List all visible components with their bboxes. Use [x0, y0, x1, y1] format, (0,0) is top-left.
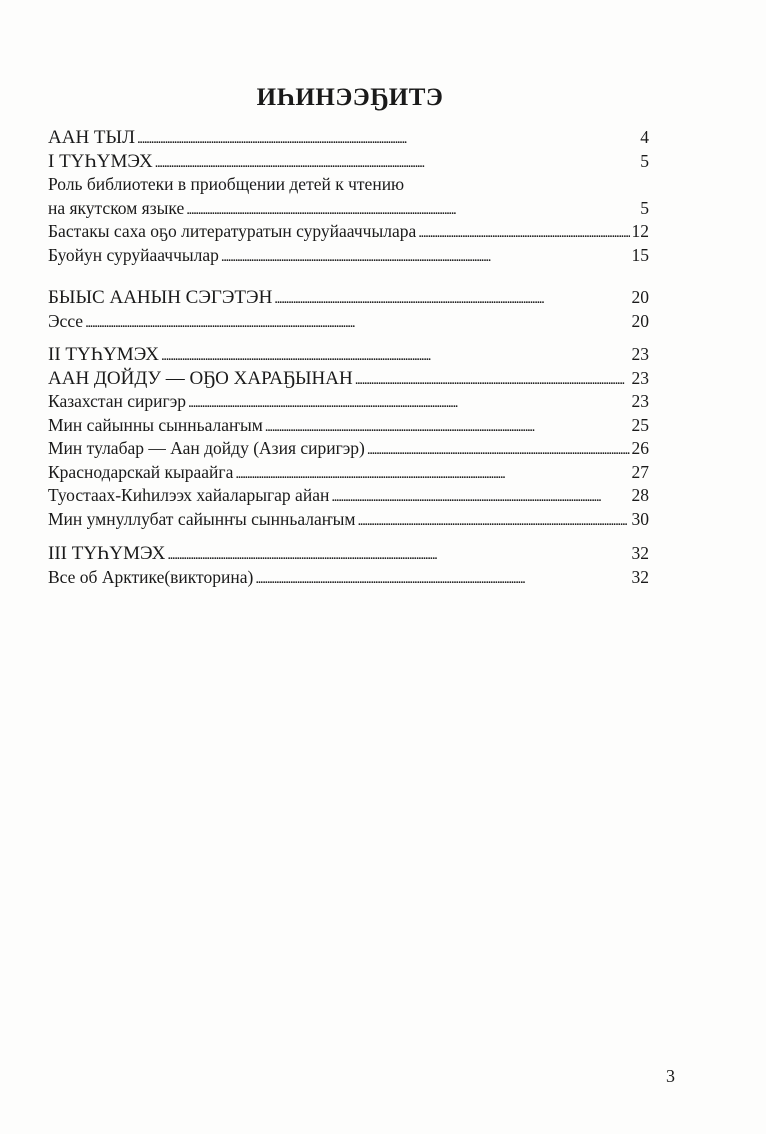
- toc-entry-title: I ТҮҺҮМЭХ: [48, 150, 153, 172]
- toc-group: [48, 286, 649, 333]
- dot-leader: [137, 128, 638, 152]
- toc-entry-page: 28: [631, 485, 649, 505]
- toc-entry: [48, 367, 649, 391]
- toc-entry-title: ААН ДОЙДУ — ОҔО ХАРАҔЫНАН: [48, 367, 353, 389]
- toc-entry: [48, 197, 649, 221]
- toc-entry-title: Казахстан сиригэр: [48, 391, 186, 411]
- toc-entry-title: Краснодарскай кыраайга: [48, 461, 234, 482]
- dot-leader: [186, 199, 638, 223]
- toc-entry-title: Мин умнуллубат сайынҥы сынньалаҥым: [48, 508, 356, 529]
- toc-entry-page: 23: [631, 344, 649, 364]
- toc-entry-title: III ТҮҺҮМЭХ: [48, 543, 166, 564]
- toc-entry-title: Все об Арктике(викторина): [48, 566, 254, 587]
- toc-entry-page: 32: [631, 543, 649, 563]
- toc-entry-title: ААН ТЫЛ: [48, 127, 135, 148]
- dot-leader: [85, 312, 629, 336]
- toc-entry-title: Эссе: [48, 310, 84, 331]
- dot-leader: [188, 392, 630, 416]
- dot-leader: [167, 544, 629, 568]
- toc-entry-title: II ТҮҺҮМЭХ: [48, 344, 159, 365]
- toc-entry-page: 15: [631, 244, 649, 265]
- dot-leader: [155, 152, 639, 176]
- toc-entry-title: Бастакы саха оҕо литературатын суруйааччылара: [48, 221, 417, 241]
- toc-entry: [48, 244, 649, 268]
- dot-leader: [358, 510, 630, 534]
- toc-entry: [48, 286, 649, 310]
- toc-entry-page: 4: [640, 127, 649, 147]
- toc-entry-title: Роль библиотеки в приобщении детей к чтению: [48, 174, 405, 194]
- toc-entry: [48, 343, 649, 367]
- toc-entry-page: 30: [631, 508, 649, 529]
- toc-entry-page: 23: [631, 391, 649, 411]
- dot-leader: [235, 463, 629, 487]
- toc-entry: [48, 461, 649, 485]
- toc-entry-page: 23: [631, 367, 649, 388]
- dot-leader: [161, 345, 630, 369]
- dot-leader: [418, 222, 629, 246]
- toc-entry: [48, 484, 649, 508]
- toc-entry-page: 32: [631, 566, 649, 587]
- toc-entry-title: Буойун суруйааччылар: [48, 244, 219, 265]
- toc-entry: [48, 542, 649, 566]
- dot-leader: [331, 486, 629, 510]
- toc-entry-title: Туостаах-Киһилээх хайаларыгар айан: [48, 485, 330, 505]
- toc-entry: [48, 390, 649, 414]
- toc-entry: [48, 126, 649, 150]
- dot-leader: [367, 439, 630, 463]
- page-title: ИҺИНЭЭҔИТЭ: [256, 84, 444, 111]
- toc-entry: [48, 220, 649, 244]
- toc-entry-page: 25: [631, 414, 649, 435]
- toc-entry-page: 20: [631, 287, 649, 307]
- dot-leader: [355, 369, 630, 393]
- toc-entry-title: БЫЫС ААНЫН СЭГЭТЭН: [48, 287, 273, 308]
- toc-entry-page: 5: [640, 197, 649, 218]
- toc-entry: [48, 508, 649, 532]
- toc-entry: [48, 150, 649, 174]
- toc-entry: [48, 310, 649, 334]
- toc-entry: [48, 173, 649, 197]
- toc-entry: [48, 437, 649, 461]
- toc-entry-page: 20: [631, 310, 649, 331]
- toc-entry-page: 5: [640, 150, 649, 171]
- dot-leader: [221, 246, 630, 270]
- toc-entry-title: на якутском языке: [48, 197, 185, 218]
- toc-entry-page: 26: [631, 438, 649, 458]
- toc-entry-title: Мин тулабар — Аан дойду (Азия сиригэр): [48, 438, 365, 458]
- dot-leader: [274, 288, 629, 312]
- toc-entry-page: 27: [631, 461, 649, 482]
- toc-entry: [48, 566, 649, 590]
- page-number: 3: [666, 1066, 675, 1086]
- dot-leader: [265, 416, 630, 440]
- toc-entry-title: Мин сайынны сынньалаҥым: [48, 414, 263, 435]
- toc-group: [48, 343, 649, 531]
- toc-entry-page: 12: [631, 221, 649, 241]
- dot-leader: [255, 568, 629, 592]
- toc-entry: [48, 414, 649, 438]
- toc-group: [48, 126, 649, 267]
- toc-group: [48, 542, 649, 589]
